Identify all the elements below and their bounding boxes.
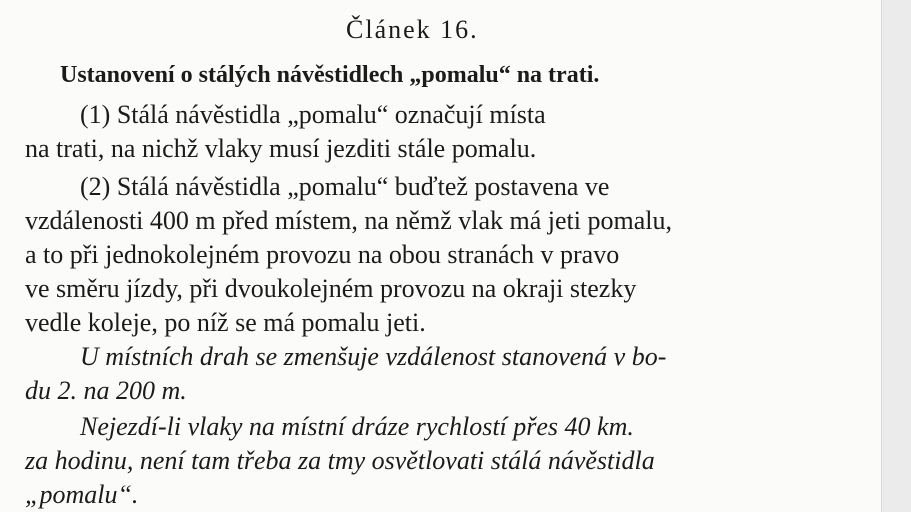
paragraph-2-line-5: vedle koleje, po níž se má pomalu jeti. bbox=[25, 308, 426, 337]
paragraph-2-line-1: (2) Stálá návěstidla „pomalu“ buďtež postavena ve bbox=[80, 172, 610, 201]
note-2-line-2: za hodinu, není tam třeba za tmy osvětlovati stálá návěstidla bbox=[25, 446, 655, 475]
paragraph-1-line-2: na trati, na nichž vlaky musí jezditi stále pomalu. bbox=[25, 134, 537, 163]
paragraph-1-line-1: (1) Stálá návěstidla „pomalu“ označují místa bbox=[80, 100, 546, 129]
paragraph-2-line-4: ve směru jízdy, při dvoukolejném provozu na okraji stezky bbox=[25, 274, 637, 303]
article-heading: Ustanovení o stálých návěstidlech „pomalu“ na trati. bbox=[60, 62, 600, 88]
note-1-line-2: du 2. na 200 m. bbox=[25, 376, 187, 405]
note-2-line-3: „pomalu“. bbox=[25, 480, 139, 509]
note-2-line-1: Nejezdí-li vlaky na místní dráze rychlostí přes 40 km. bbox=[80, 412, 634, 441]
paragraph-2-line-3: a to při jednokolejném provozu na obou stranách v pravo bbox=[25, 240, 620, 269]
paragraph-2-line-2: vzdálenosti 400 m před místem, na němž vlak má jeti pomalu, bbox=[25, 206, 672, 235]
article-title: Článek 16. bbox=[346, 15, 479, 44]
note-1-line-1: U místních drah se zmenšuje vzdálenost stanovená v bo- bbox=[80, 342, 667, 371]
